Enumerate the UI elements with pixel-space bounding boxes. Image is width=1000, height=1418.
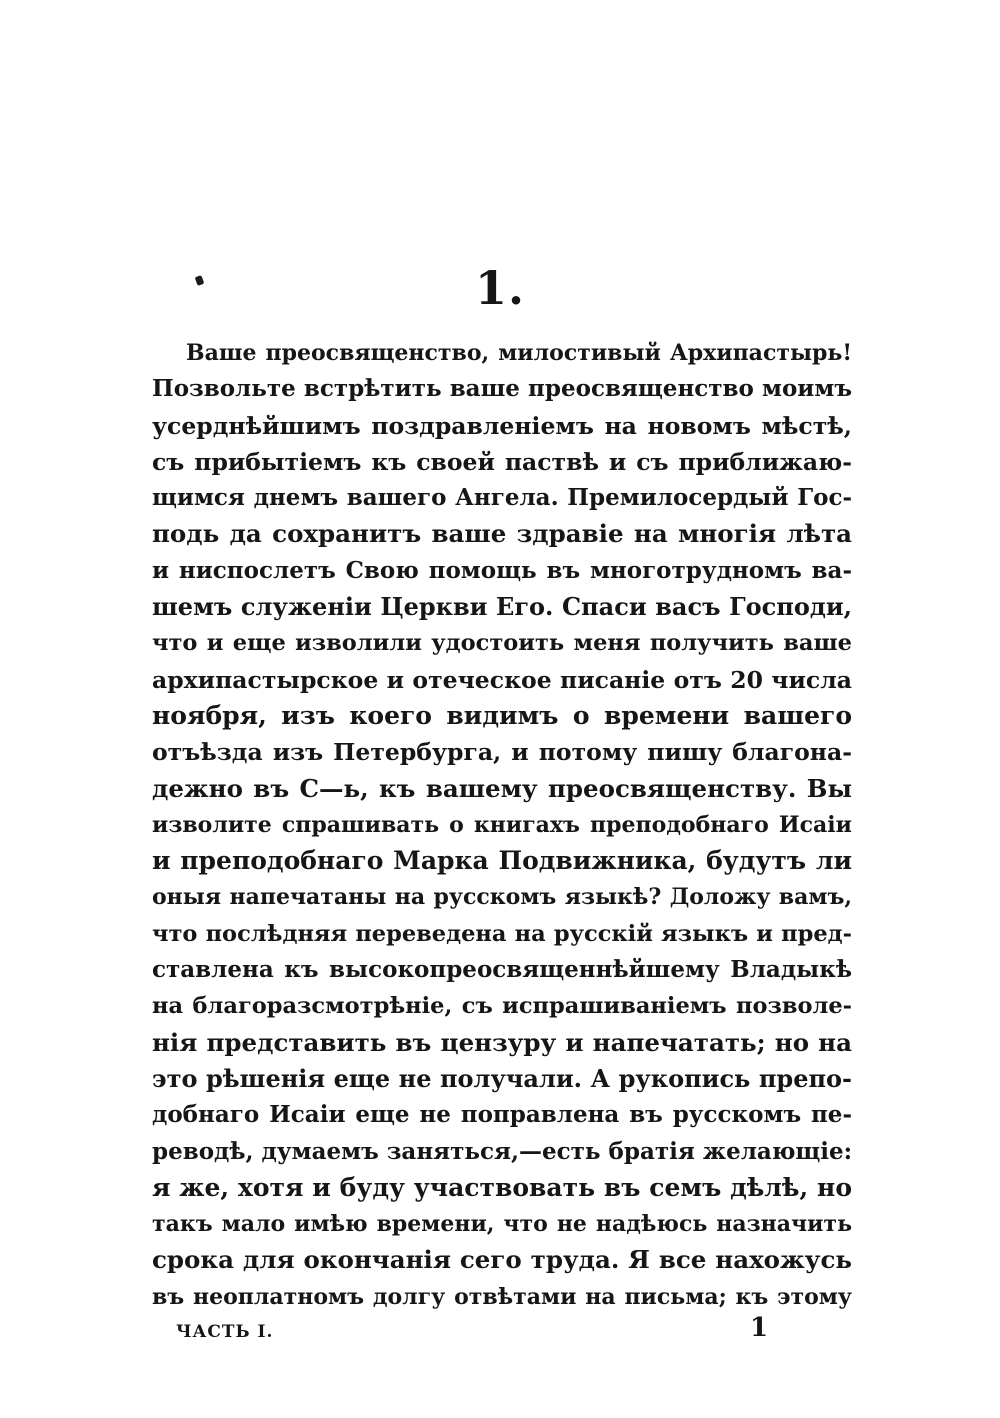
text-line: такъ мало имѣю времени, что не надѣюсь назначить [152,1211,852,1238]
text-line: усерднѣйшимъ поздравленіемъ на новомъ мѣстѣ, [152,411,852,440]
text-line: срока для окончанія сего труда. Я все нахожусь [152,1245,852,1275]
text-line: Позвольте встрѣтить ваше преосвященство моимъ [152,375,852,403]
text-line: и ниспослетъ Свою помощь въ многотрудномъ ва- [152,556,852,584]
text-line: отъѣзда изъ Петербурга, и потому пишу благона- [152,738,852,767]
text-line: шемъ служеніи Церкви Его. Спаси васъ Господи, [152,592,852,622]
text-line: Ваше преосвященство, милостивый Архипастырь! [186,340,852,366]
text-line: и преподобнаго Марка Подвижника, будутъ ли [152,846,852,876]
text-line: щимся днемъ вашего Ангела. Премилосердый Гос- [152,484,852,512]
letter-number: 1. [474,261,526,315]
text-line: добнаго Исаіи еще не поправлена въ русскомъ пе- [152,1101,852,1129]
letter-body [152,335,852,1315]
text-line: ставлена къ высокопреосвященнѣйшему Владыкѣ [152,956,852,984]
text-line: это рѣшенія еще не получали. А рукопись препо- [152,1063,852,1093]
text-line: оныя напечатаны на русскомъ языкѣ? Доложу вамъ, [152,884,852,911]
text-line: что послѣдняя переведена на русскій языкъ и пред- [152,920,852,947]
text-line: подь да сохранитъ ваше здравіе на многія лѣта [152,519,852,549]
print-speck [195,275,205,286]
text-line: съ прибытіемъ къ своей паствѣ и съ приближаю- [152,447,852,476]
text-line: изволите спрашивать о книгахъ преподобнаго Исаіи [152,811,852,838]
text-line: нія представить въ цензуру и напечатать; но на [152,1027,852,1057]
footer-signature: ЧАСТЬ I. [176,1322,274,1342]
text-line: что и еще изволили удостоить меня получить ваше [152,630,852,657]
text-line: на благоразсмотрѣніе, съ испрашиваніемъ позволе- [152,993,852,1020]
text-line: архипастырское и отеческое писаніе отъ 20 числа [152,665,852,694]
text-line: реводѣ, думаемъ заняться,—есть братія желающіе: [152,1137,852,1165]
text-line: ноября, изъ коего видимъ о времени вашего [152,700,852,730]
text-line: въ неоплатномъ долгу отвѣтами на письма; къ этому [152,1283,852,1310]
footer-sheet-number: 1 [750,1313,769,1343]
text-line: дежно въ С—ь, къ вашему преосвященству. Вы [152,773,852,803]
text-line: я же, хотя и буду участвовать въ семъ дѣлѣ, но [152,1172,852,1202]
